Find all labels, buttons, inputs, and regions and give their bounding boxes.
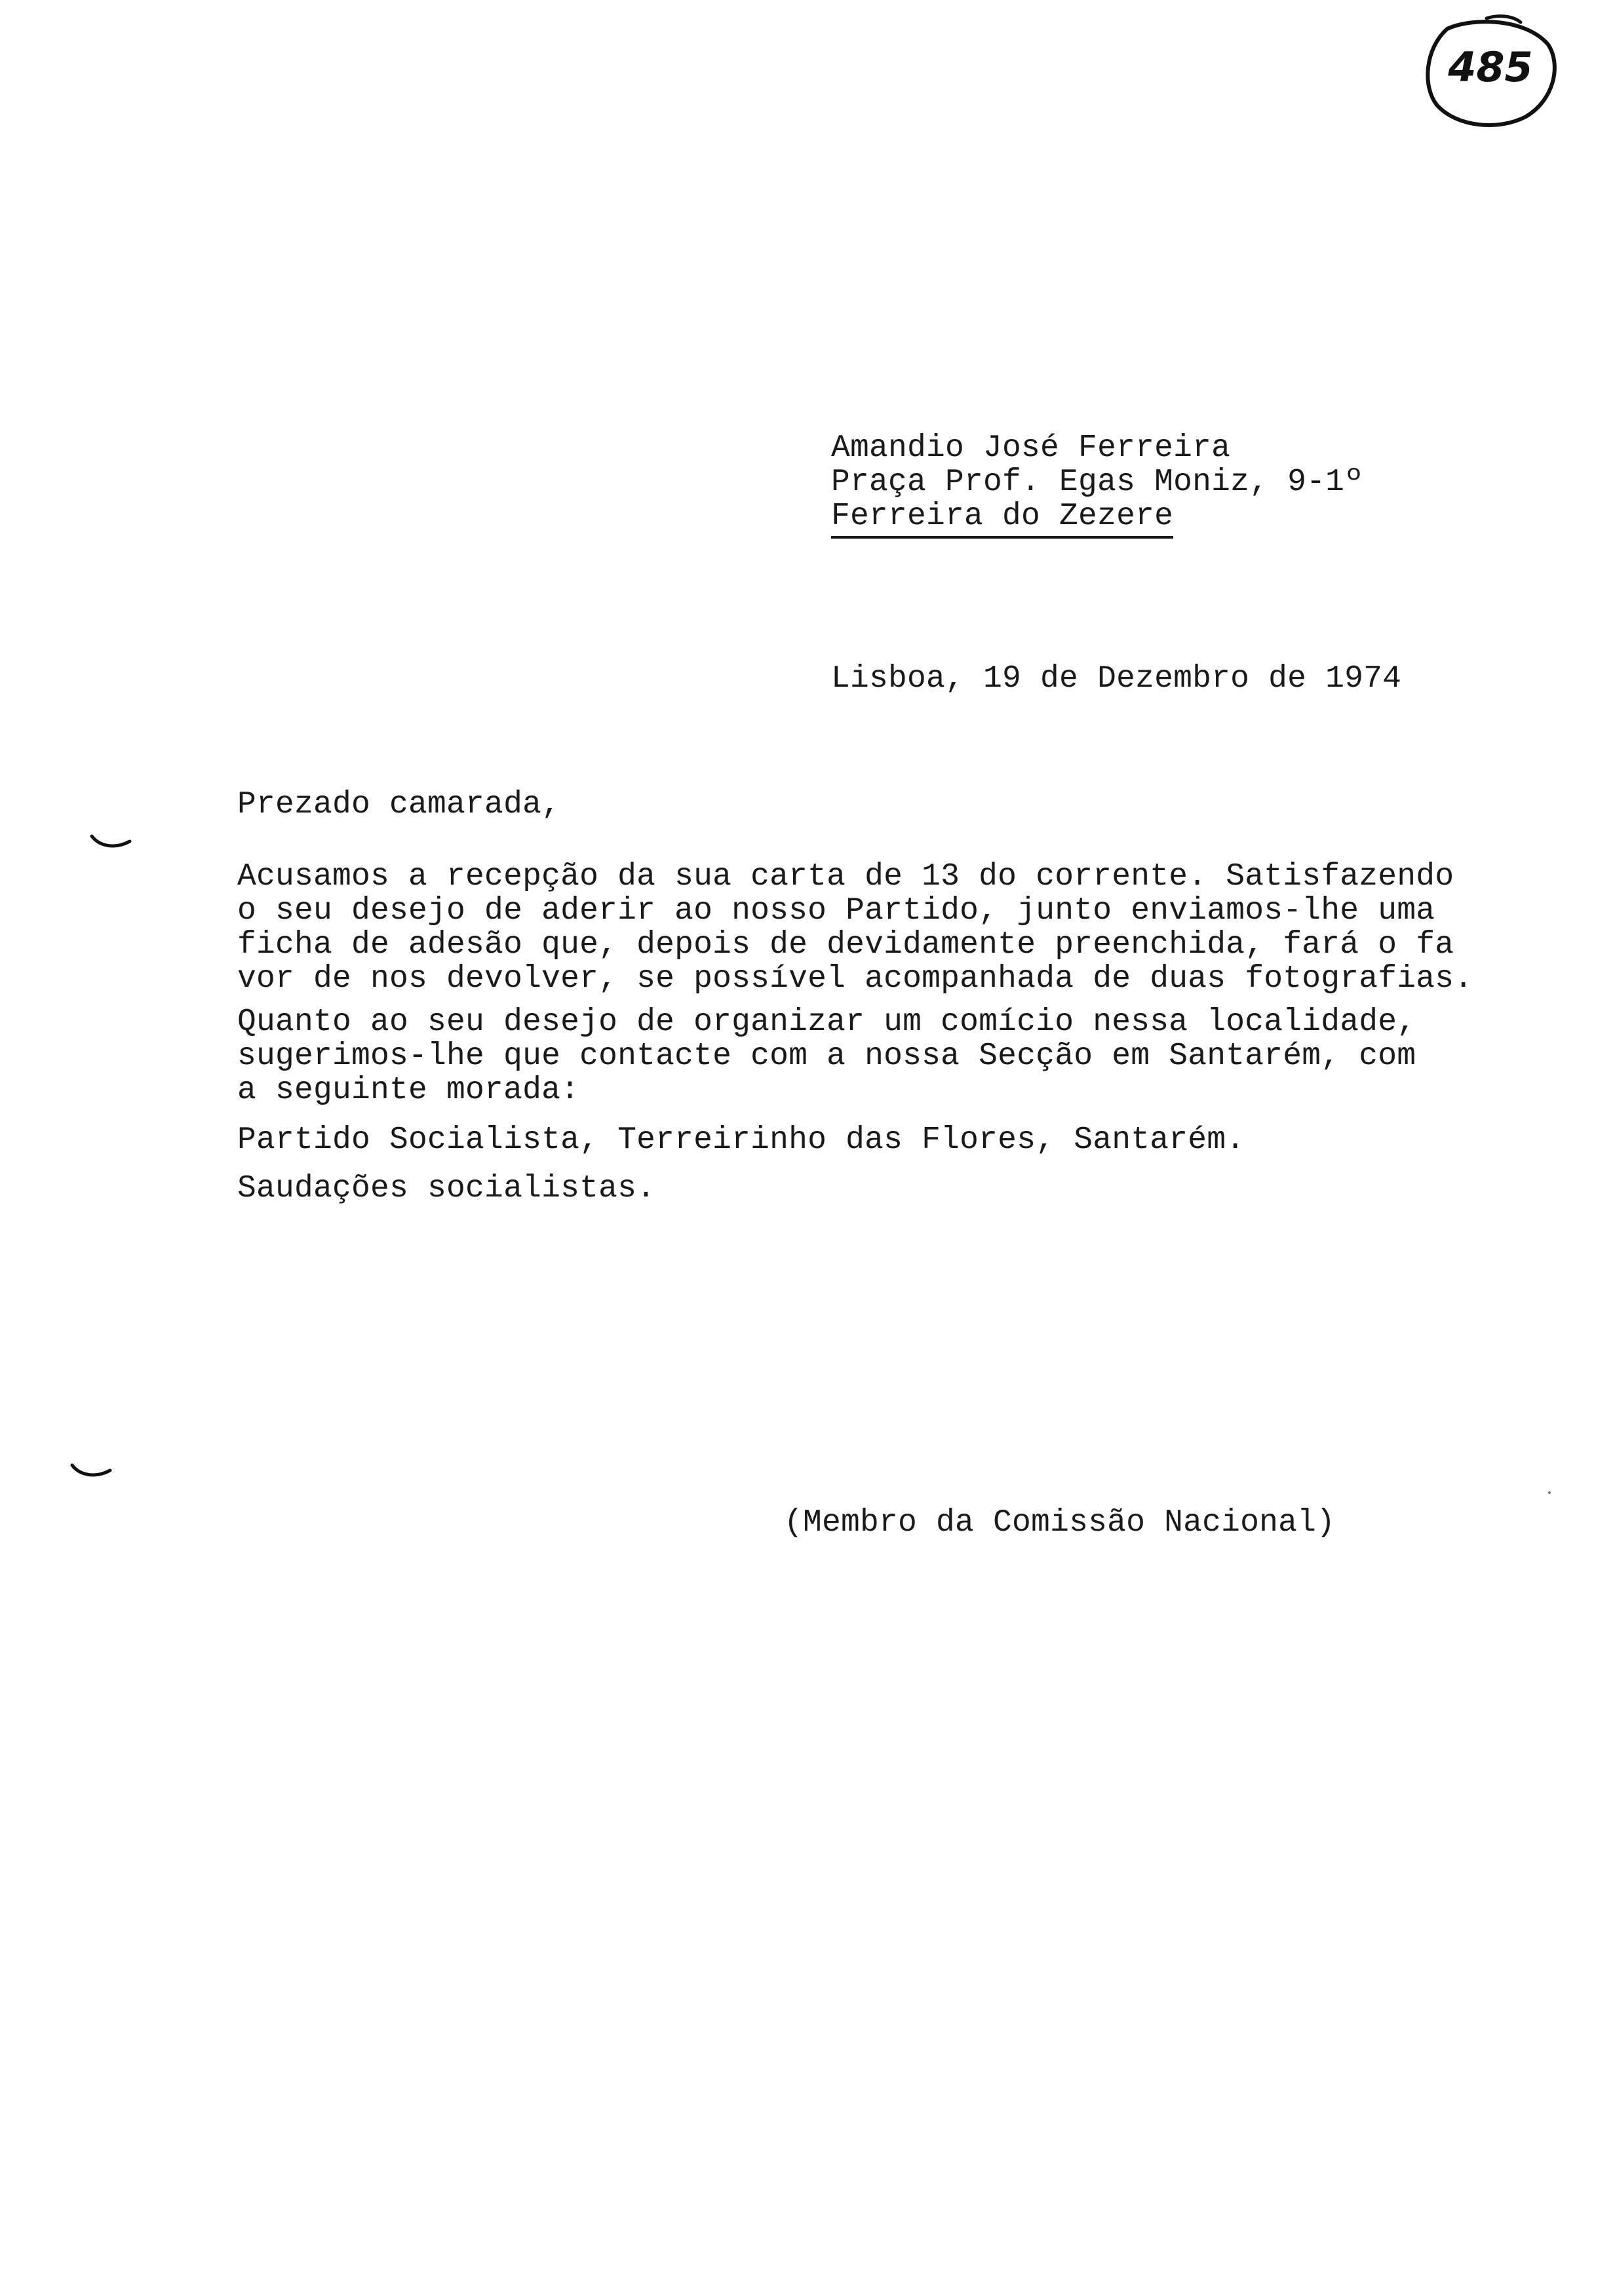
salutation: Prezado camarada, [237,787,561,822]
paragraph1-line: vor de nos devolver, se possível acompanhada de duas fotografias. [237,961,1473,997]
paper-speck [1548,1491,1551,1494]
paragraph2-line: a seguinte morada: [237,1073,580,1108]
recipient-town: Ferreira do Zezere [831,498,1173,539]
paragraph2-line: Quanto ao seu desejo de organizar um comício nessa localidade, [237,1004,1416,1040]
margin-mark-icon [69,1461,114,1481]
recipient-name: Amandio José Ferreira [831,430,1231,466]
paragraph1-line: ficha de adesão que, depois de devidamente preenchida, fará o fa [237,927,1454,963]
paragraph2-line: sugerimos-lhe que contacte com a nossa Secção em Santarém, com [237,1039,1416,1074]
closing: Saudações socialistas. [237,1171,656,1206]
recipient-street: Praça Prof. Egas Moniz, 9-1º [831,465,1364,500]
margin-mark-icon [89,832,134,852]
place-date: Lisboa, 19 de Dezembro de 1974 [831,661,1402,697]
paragraph1-line: Acusamos a recepção da sua carta de 13 do corrente. Satisfazendo [237,859,1454,894]
address-line: Partido Socialista, Terreirinho das Flores, Santarém. [237,1122,1245,1158]
folio-number: 485 [1448,43,1533,91]
folio-stamp [1421,14,1560,131]
paragraph1-line: o seu desejo de aderir ao nosso Partido, junto enviamos-lhe uma [237,893,1435,928]
signature-title: (Membro da Comissão Nacional) [784,1505,1336,1540]
